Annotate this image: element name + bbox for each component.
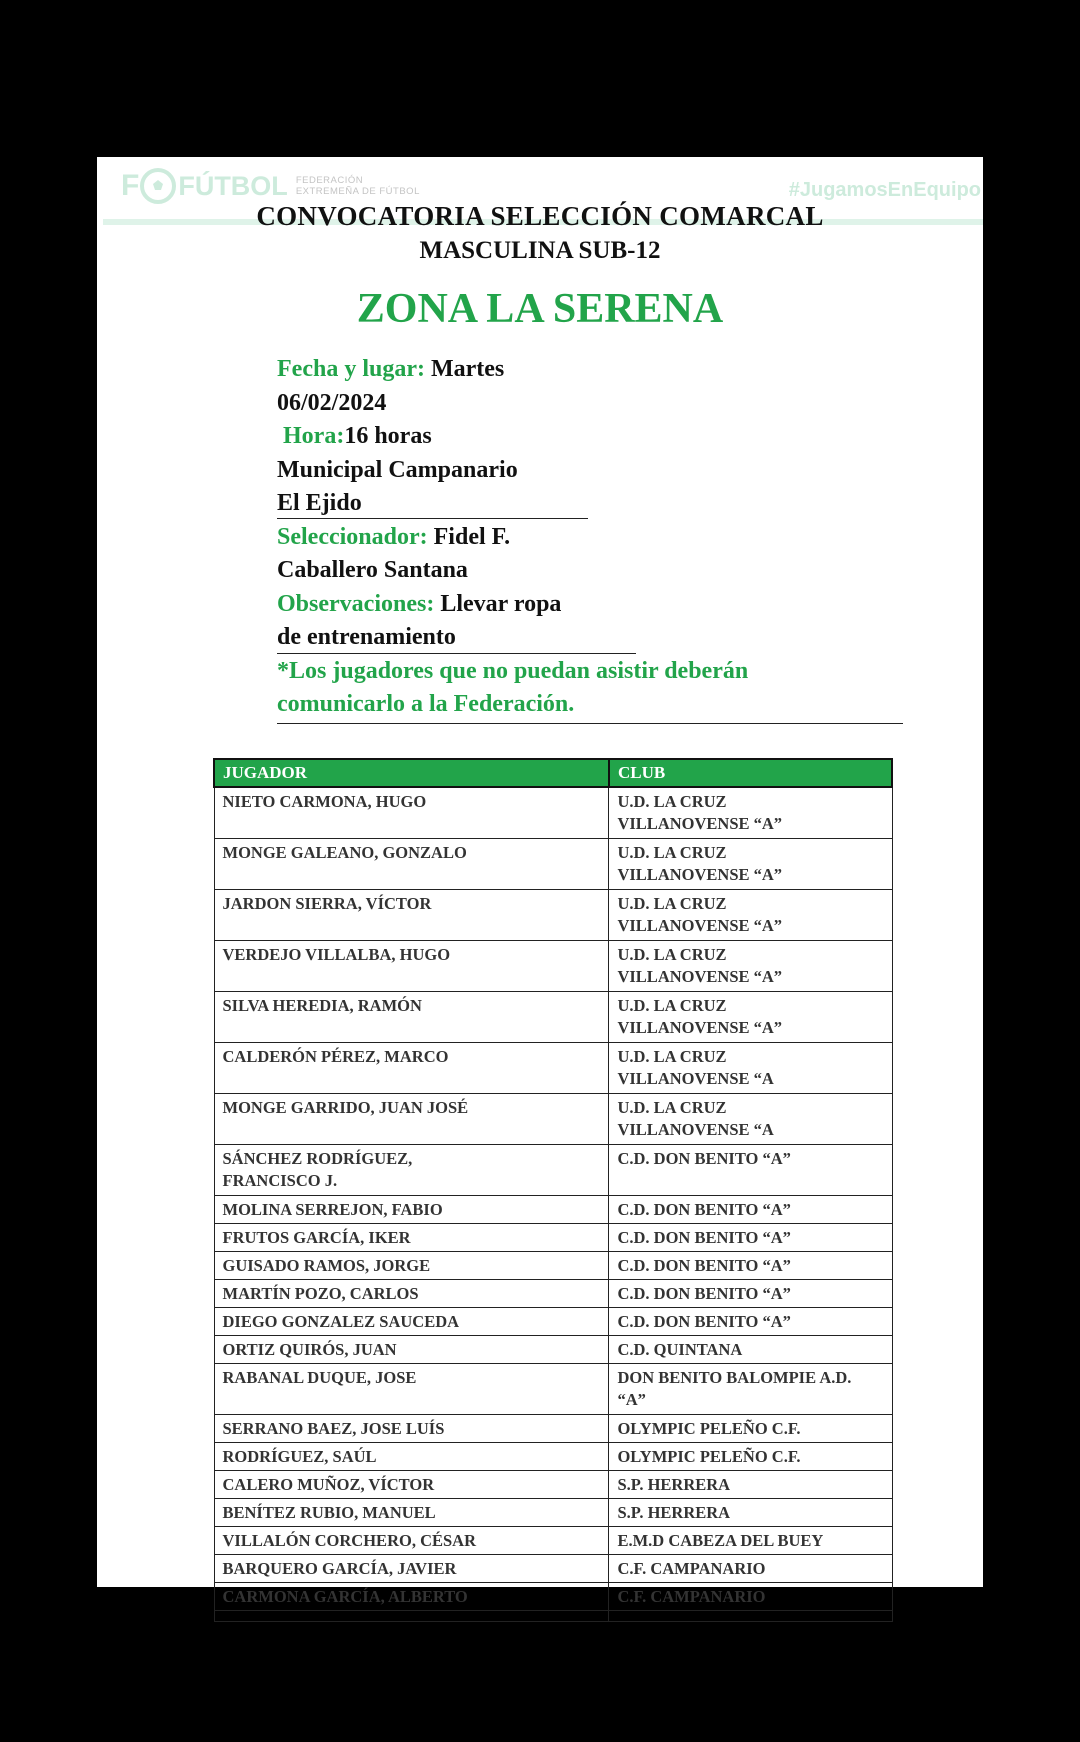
player-cell: BARQUERO GARCÍA, JAVIER [214, 1555, 609, 1583]
player-cell: ORTIZ QUIRÓS, JUAN [214, 1336, 609, 1364]
player-cell: VERDEJO VILLALBA, HUGO [214, 941, 609, 992]
table-row [214, 1443, 892, 1471]
fecha-date: 06/02/2024 [277, 389, 387, 416]
empty-cell [609, 1611, 892, 1622]
club-cell [609, 1094, 892, 1145]
table-row [214, 941, 892, 992]
logo-subtitle-line1: FEDERACIÓN [295, 175, 364, 186]
player-cell: BENÍTEZ RUBIO, MANUEL [214, 1499, 609, 1527]
hora-line [277, 420, 917, 454]
club-line1: U.D. LA CRUZ [617, 894, 727, 913]
club-cell: S.P. HERRERA [609, 1471, 892, 1499]
seleccionador-line [277, 521, 917, 555]
club-cell: C.D. DON BENITO “A” [609, 1224, 892, 1252]
player-cell: CARMONA GARCÍA, ALBERTO [214, 1583, 609, 1611]
player-cell: SILVA HEREDIA, RAMÓN [214, 992, 609, 1043]
logo-letter-f: F [121, 169, 139, 202]
club-cell [609, 839, 892, 890]
table-row [214, 1583, 892, 1611]
club-line1: U.D. LA CRUZ [617, 945, 727, 964]
player-cell: RABANAL DUQUE, JOSE [214, 1364, 609, 1415]
table-row [214, 1224, 892, 1252]
table-row [214, 787, 892, 839]
player-cell: JARDON SIERRA, VÍCTOR [214, 890, 609, 941]
table-row [214, 1499, 892, 1527]
divider [277, 518, 588, 519]
header-club: CLUB [609, 759, 892, 787]
club-line2: VILLANOVENSE “A [617, 1120, 774, 1139]
logo-subtitle [296, 175, 420, 197]
club-cell: S.P. HERRERA [609, 1499, 892, 1527]
table-row [214, 1145, 892, 1196]
club-cell: E.M.D CABEZA DEL BUEY [609, 1527, 892, 1555]
logo-subtitle-line2: EXTREMEÑA DE FÚTBOL [295, 186, 420, 197]
club-line2: VILLANOVENSE “A” [617, 916, 783, 935]
table-row [214, 1555, 892, 1583]
lugar-line1: Municipal Campanario [277, 456, 518, 483]
seleccionador-label: Seleccionador: [277, 523, 428, 550]
club-line1: U.D. LA CRUZ [617, 1098, 727, 1117]
club-cell [609, 992, 892, 1043]
seleccionador-value: Fidel F. [433, 523, 511, 550]
club-line1: U.D. LA CRUZ [617, 996, 727, 1015]
table-row [214, 1094, 892, 1145]
hashtag: #JugamosEnEquipo [788, 179, 981, 201]
lugar-line2: El Ejido [277, 490, 362, 516]
zone-title: ZONA LA SERENA [356, 286, 724, 332]
table-row [214, 1364, 892, 1415]
header-jugador: JUGADOR [214, 759, 609, 787]
document-page [97, 157, 983, 1606]
club-line1: DON BENITO BALOMPIE A.D. [617, 1368, 852, 1387]
table-row [214, 1527, 892, 1555]
player-cell: VILLALÓN CORCHERO, CÉSAR [214, 1527, 609, 1555]
federation-logo [121, 167, 420, 205]
empty-cell [214, 1611, 609, 1622]
club-cell: C.D. DON BENITO “A” [609, 1196, 892, 1224]
player-cell: CALERO MUÑOZ, VÍCTOR [214, 1471, 609, 1499]
fecha-line [277, 353, 917, 387]
table-row [214, 890, 892, 941]
info-block [277, 353, 917, 722]
table-row [214, 1471, 892, 1499]
club-cell: C.F. CAMPANARIO [609, 1555, 892, 1583]
club-cell: C.D. DON BENITO “A” [609, 1308, 892, 1336]
seleccionador-line2: Caballero Santana [277, 557, 468, 583]
club-cell: C.D. QUINTANA [609, 1336, 892, 1364]
player-cell: FRUTOS GARCÍA, IKER [214, 1224, 609, 1252]
observaciones-line [277, 588, 917, 622]
club-cell: C.D. DON BENITO “A” [609, 1145, 892, 1196]
player-cell: GUISADO RAMOS, JORGE [214, 1252, 609, 1280]
club-line2: VILLANOVENSE “A” [617, 865, 783, 884]
player-cell: MARTÍN POZO, CARLOS [214, 1280, 609, 1308]
club-line1: U.D. LA CRUZ [617, 843, 727, 862]
club-cell: C.F. CAMPANARIO [609, 1583, 892, 1611]
club-cell: OLYMPIC PELEÑO C.F. [609, 1415, 892, 1443]
observaciones-label: Observaciones: [277, 590, 435, 617]
table-row [214, 1280, 892, 1308]
club-line2: VILLANOVENSE “A” [617, 814, 783, 833]
club-cell [609, 1043, 892, 1094]
title-line2: MASCULINA SUB-12 [419, 237, 661, 264]
title-line1: CONVOCATORIA SELECCIÓN COMARCAL [256, 201, 824, 231]
club-line1: U.D. LA CRUZ [617, 792, 727, 811]
table-row [214, 992, 892, 1043]
player-line1: SÁNCHEZ RODRÍGUEZ, [222, 1149, 413, 1168]
club-cell: C.D. DON BENITO “A” [609, 1252, 892, 1280]
note-line2: comunicarlo a la Federación. [277, 691, 575, 717]
observaciones-value: Llevar ropa [440, 590, 562, 617]
club-cell: C.D. DON BENITO “A” [609, 1280, 892, 1308]
hora-label: Hora: [283, 423, 345, 449]
player-line2: FRANCISCO J. [222, 1171, 338, 1190]
note-line1: *Los jugadores que no puedan asistir deberán [277, 657, 749, 684]
club-cell [609, 890, 892, 941]
table-row [214, 1336, 892, 1364]
club-line2: VILLANOVENSE “A” [617, 967, 783, 986]
club-cell [609, 787, 892, 839]
club-line2: VILLANOVENSE “A” [617, 1018, 783, 1037]
table-row [214, 1043, 892, 1094]
table-row [214, 1415, 892, 1443]
observaciones-line2: de entrenamiento [277, 624, 456, 650]
hora-value: 16 horas [344, 423, 432, 449]
player-cell [214, 1145, 609, 1196]
divider [277, 723, 903, 724]
player-cell: RODRÍGUEZ, SAÚL [214, 1443, 609, 1471]
club-cell [609, 1364, 892, 1415]
divider [277, 653, 636, 654]
fecha-value: Martes [430, 356, 505, 382]
fecha-label: Fecha y lugar: [277, 356, 425, 382]
table-row [214, 1252, 892, 1280]
player-cell: SERRANO BAEZ, JOSE LUÍS [214, 1415, 609, 1443]
player-cell: CALDERÓN PÉREZ, MARCO [214, 1043, 609, 1094]
table-header-row [214, 759, 892, 787]
player-cell: NIETO CARMONA, HUGO [214, 787, 609, 839]
table-row [214, 1308, 892, 1336]
table-row [214, 839, 892, 890]
club-line2: VILLANOVENSE “A [617, 1069, 774, 1088]
logo-futbol-text: FÚTBOL [178, 170, 288, 201]
player-cell: MONGE GALEANO, GONZALO [214, 839, 609, 890]
player-cell: MOLINA SERREJON, FABIO [214, 1196, 609, 1224]
club-cell: OLYMPIC PELEÑO C.F. [609, 1443, 892, 1471]
football-icon [140, 168, 176, 204]
player-cell: MONGE GARRIDO, JUAN JOSÉ [214, 1094, 609, 1145]
club-cell [609, 941, 892, 992]
table-row-empty [214, 1611, 892, 1622]
table-row [214, 1196, 892, 1224]
club-line1: U.D. LA CRUZ [617, 1047, 727, 1066]
club-line2: “A” [617, 1390, 646, 1409]
players-table [213, 758, 893, 1622]
player-cell: DIEGO GONZALEZ SAUCEDA [214, 1308, 609, 1336]
